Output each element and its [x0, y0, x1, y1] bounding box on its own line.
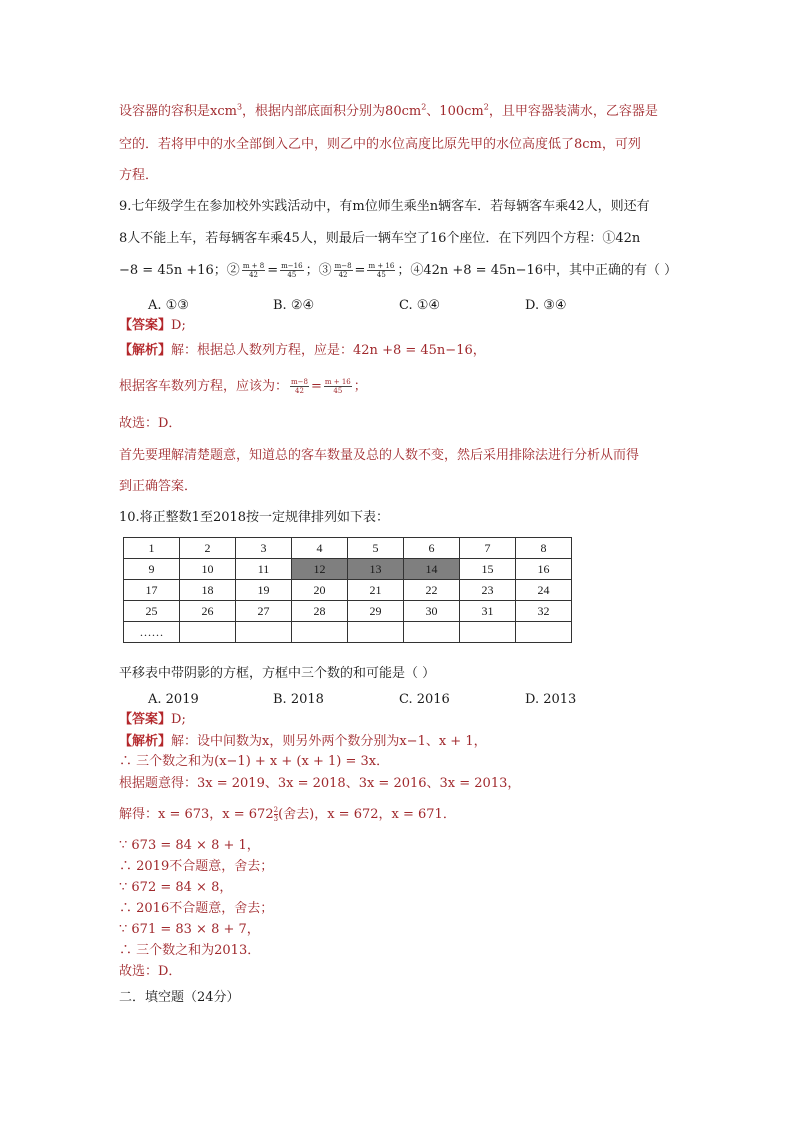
fraction-2: $\frac{m-16}{45}$	[281, 262, 303, 279]
shaded-cell: 14	[404, 559, 460, 580]
table-cell: 17	[124, 580, 180, 601]
table-cell: 28	[292, 601, 348, 622]
q8-line-3: 方程．	[119, 168, 159, 183]
q9-stem-2: 8人不能上车，若每辆客车乘45人，则最后一辆车空了16个座位．在下列四个方程：①42n	[119, 231, 641, 246]
table-cell: 1	[124, 538, 180, 559]
table-cell: 16	[516, 559, 572, 580]
table-cell: 27	[236, 601, 292, 622]
q9-analysis-2: 根据客车数列方程，应该为： $\frac{m-8}{42}$ = $\frac{m + 16}{45}$ ；	[119, 378, 367, 395]
table-cell: 29	[348, 601, 404, 622]
q10-after-2: ∴ 2019不合题意，舍去；	[119, 859, 274, 874]
q9-note-1: 首先要理解清楚题意，知道总的客车数量及总的人数不变，然后采用排除法进行分析从而得	[119, 448, 640, 463]
table-cell	[292, 622, 348, 643]
table-cell: 26	[180, 601, 236, 622]
q9-stem-3: −8 = 45n +16；② $\frac{m + 8}{42}$ = $\frac{m-16}{45}$ ；③ $\frac{m-8}{42}$ = $\frac{m + 16}{45}$ ；④42n +8 = 45n−16中，其中正确的有（ ）	[119, 262, 678, 279]
q10-analysis-2: ∴ 三个数之和为(x−1) + x + (x + 1) = 3x．	[119, 754, 390, 769]
q10-after-7: 故选：D．	[119, 964, 182, 979]
table-cell: 31	[460, 601, 516, 622]
q10-option-c: C. 2016	[399, 692, 450, 707]
table-cell: 15	[460, 559, 516, 580]
table-row	[124, 580, 572, 601]
table-cell: 6	[404, 538, 460, 559]
q10-option-a: A. 2019	[148, 692, 199, 707]
table-cell: 21	[348, 580, 404, 601]
table-cell: 5	[348, 538, 404, 559]
section-heading: 二．填空题（24分）	[119, 990, 240, 1005]
q9-option-c: C. ①④	[399, 298, 441, 313]
q10-after-1: ∵ 673 = 84 × 8 + 1，	[119, 838, 260, 853]
table-cell: 10	[180, 559, 236, 580]
q10-analysis-3: 根据题意得：3x = 2019、3x = 2018、3x = 2016、3x = 2013，	[119, 776, 521, 791]
q9-note-2: 到正确答案．	[119, 479, 198, 494]
table-row	[124, 622, 572, 643]
table-cell	[180, 622, 236, 643]
table-cell: 4	[292, 538, 348, 559]
q10-option-d: D. 2013	[525, 692, 577, 707]
table-row	[124, 601, 572, 622]
q8-line-2: 空的．若将甲中的水全部倒入乙中，则乙中的水位高度比原先甲的水位高度低了8cm，可列	[119, 137, 641, 152]
table-cell	[236, 622, 292, 643]
q9-option-a: A. ①③	[148, 298, 189, 313]
table-row	[124, 538, 572, 559]
number-grid	[123, 537, 572, 643]
shaded-cell: 12	[292, 559, 348, 580]
fraction-6: $\frac{m + 16}{45}$	[324, 378, 351, 395]
q10-question: 平移表中带阴影的方框，方框中三个数的和可能是（ ）	[119, 666, 436, 681]
fraction-1: $\frac{m + 8}{42}$	[242, 262, 265, 279]
q10-answer: 【答案】D;	[119, 712, 186, 727]
table-cell: 9	[124, 559, 180, 580]
table-cell: 32	[516, 601, 572, 622]
mixed-fraction: $\frac{2}{3}$	[273, 806, 279, 823]
fraction-3: $\frac{m-8}{42}$	[334, 262, 352, 279]
q10-stem: 10.将正整数1至2018按一定规律排列如下表：	[119, 510, 390, 525]
table-cell: 18	[180, 580, 236, 601]
q10-after-4: ∴ 2016不合题意，舍去；	[119, 901, 274, 916]
shaded-cell: 13	[348, 559, 404, 580]
table-cell: 22	[404, 580, 460, 601]
table-cell: 20	[292, 580, 348, 601]
table-cell	[404, 622, 460, 643]
q9-stem-1: 9.七年级学生在参加校外实践活动中，有m位师生乘坐n辆客车．若每辆客车乘42人，则还有	[119, 199, 650, 214]
q10-analysis-1: 【解析】解：设中间数为x，则另外两个数分别为x−1、x + 1，	[119, 734, 487, 749]
table-cell: 11	[236, 559, 292, 580]
q10-option-b: B. 2018	[273, 692, 324, 707]
q10-solve: 解得：x = 673，x = 672 $\frac{2}{3}$ (舍去)，x = 672，x = 671．	[119, 806, 456, 823]
q9-analysis-1: 【解析】解：根据总人数列方程，应是：42n +8 = 45n−16，	[119, 343, 486, 358]
table-cell: 2	[180, 538, 236, 559]
fraction-4: $\frac{m + 16}{45}$	[368, 262, 395, 279]
table-row	[124, 559, 572, 580]
table-cell: 30	[404, 601, 460, 622]
q10-after-3: ∵ 672 = 84 × 8，	[119, 880, 233, 895]
table-cell: 24	[516, 580, 572, 601]
fraction-5: $\frac{m-8}{42}$	[291, 378, 308, 395]
table-cell: 3	[236, 538, 292, 559]
table-cell	[516, 622, 572, 643]
table-cell: 19	[236, 580, 292, 601]
q9-conclusion: 故选：D．	[119, 416, 182, 431]
table-cell: 8	[516, 538, 572, 559]
q8-line-1: 设容器的容积是xcm$^3$，根据内部底面积分别为$80cm^2$、$100cm^2$，且甲容器装满水，乙容器是	[119, 102, 658, 119]
q10-after-5: ∵ 671 = 83 × 8 + 7，	[119, 922, 260, 937]
q9-option-b: B. ②④	[273, 298, 315, 313]
table-cell: 25	[124, 601, 180, 622]
table-cell	[460, 622, 516, 643]
q9-answer: 【答案】D;	[119, 318, 186, 333]
q9-option-d: D. ③④	[525, 298, 567, 313]
table-cell: 7	[460, 538, 516, 559]
table-cell	[348, 622, 404, 643]
table-cell: ……	[124, 622, 180, 643]
q10-after-6: ∴ 三个数之和为2013．	[119, 943, 261, 958]
table-cell: 23	[460, 580, 516, 601]
